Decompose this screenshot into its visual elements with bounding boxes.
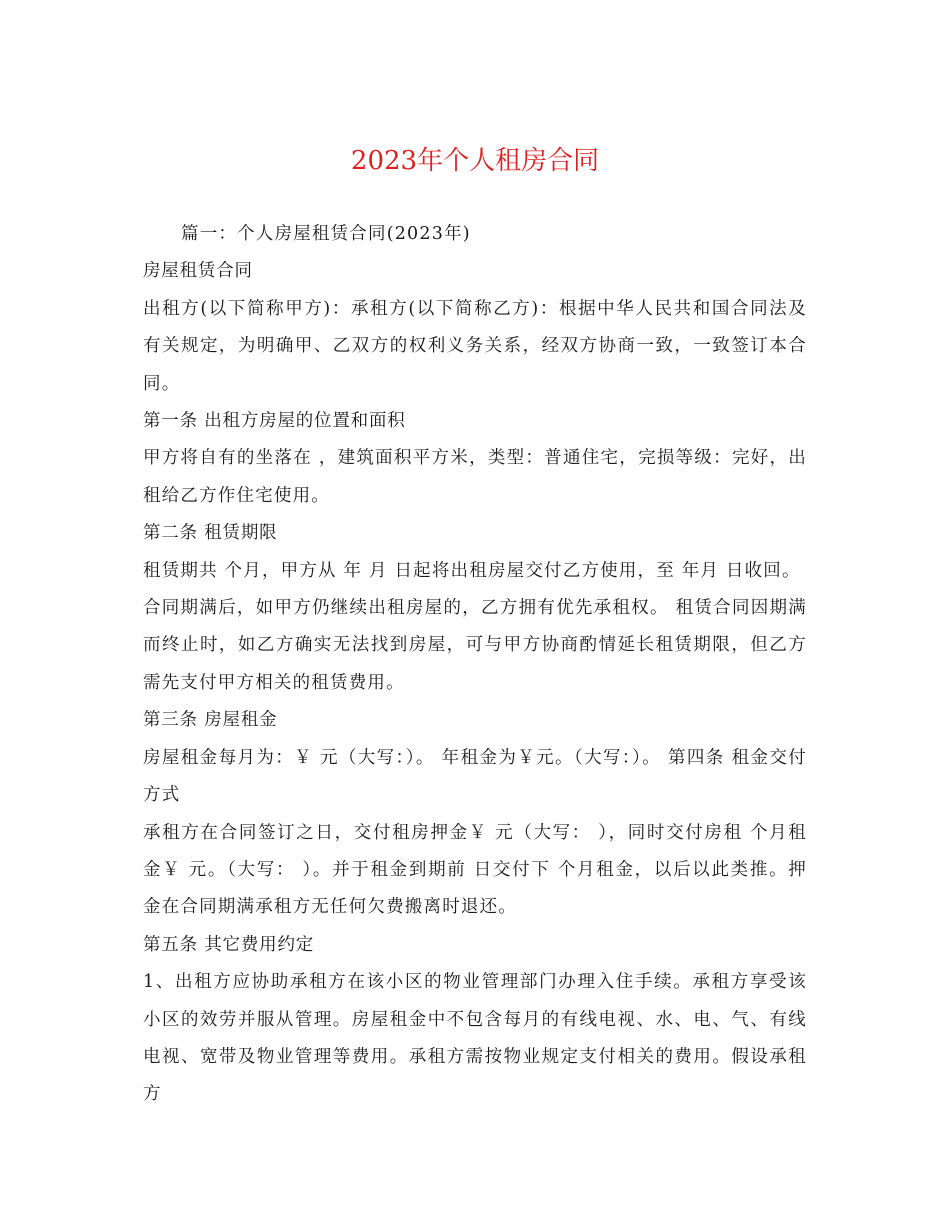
paragraph-section-intro: 篇一：个人房屋租赁合同(2023年) bbox=[181, 224, 471, 244]
article-4-body: 承租方在合同签订之日，交付租房押金￥ 元（大写： ），同时交付房租 个月租金￥ 元。（大写： ）。并于租金到期前 日交付下 个月租金，以后以此类推。押金在合同期满承租方无任何欠费搬离时退还。 bbox=[143, 822, 807, 918]
article-2-heading: 第二条 租赁期限 bbox=[143, 523, 278, 544]
article-5-item-1: 1、出租方应协助承租方在该小区的物业管理部门办理入住手续。承租方享受该小区的效劳并服从管理。房屋租金中不包含每月的有线电视、水、电、气、有线电视、宽带及物业管理等费用。承租方需按物业规定支付相关的费用。假设承租方 bbox=[143, 972, 807, 1105]
document-title: 2023年个人租房合同 bbox=[350, 146, 600, 176]
article-3-body: 房屋租金每月为：￥ 元（大写：）。 年租金为￥元。（大写：）。 第四条 租金交付方式 bbox=[143, 747, 807, 806]
article-3-heading: 第三条 房屋租金 bbox=[143, 710, 278, 731]
article-2-body: 租赁期共 个月，甲方从 年 月 日起将出租房屋交付乙方使用，至 年月 日收回。 bbox=[143, 560, 801, 581]
article-5-heading: 第五条 其它费用约定 bbox=[143, 934, 315, 955]
paragraph-contract-heading: 房屋租赁合同 bbox=[143, 261, 253, 282]
article-2-renewal: 合同期满后，如甲方仍继续出租房屋的，乙方拥有优先承租权。 租赁合同因期满而终止时，如乙方确实无法找到房屋，可与甲方协商酌情延长租赁期限，但乙方需先支付甲方相关的租赁费用。 bbox=[143, 598, 807, 693]
paragraph-parties: 出租方(以下简称甲方)：承租方(以下简称乙方)：根据中华人民共和国合同法及有关规定，为明确甲、乙双方的权利义务关系，经双方协商一致，一致签订本合同。 bbox=[143, 298, 807, 394]
document-body bbox=[143, 216, 807, 1114]
article-1-heading: 第一条 出租方房屋的位置和面积 bbox=[143, 411, 406, 432]
article-1-body: 甲方将自有的坐落在 ，建筑面积平方米，类型：普通住宅，完损等级：完好，出租给乙方作住宅使用。 bbox=[143, 448, 807, 506]
